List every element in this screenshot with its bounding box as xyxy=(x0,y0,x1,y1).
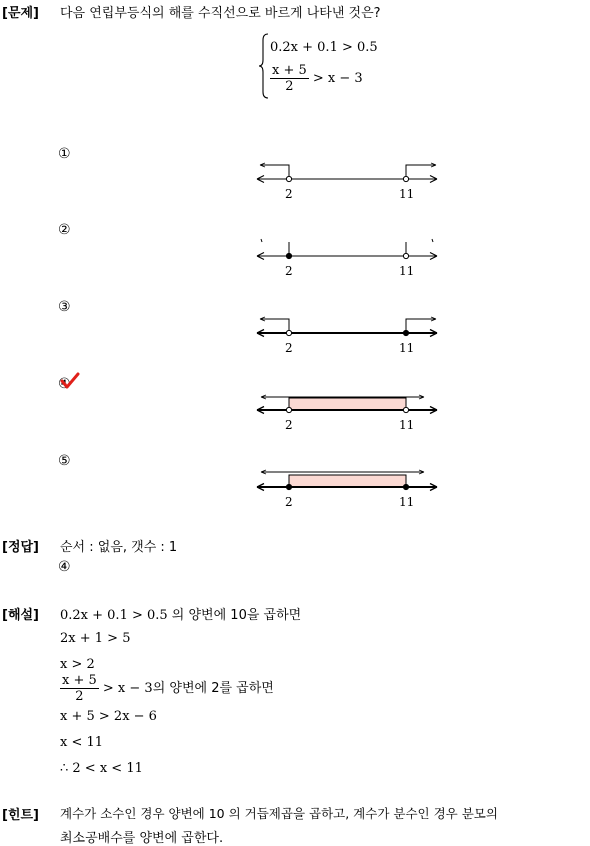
tick-label-right: 11 xyxy=(399,495,415,509)
brace-icon xyxy=(258,32,270,100)
option-5-marker[interactable]: ⑤ xyxy=(58,453,71,469)
number-line-4 xyxy=(252,389,444,435)
tick-label-left: 2 xyxy=(285,341,293,355)
number-line-5 xyxy=(252,466,444,512)
tick-label-right: 11 xyxy=(399,264,415,278)
tick-label-left: 2 xyxy=(285,495,293,509)
solution-line-5: x + 5 > 2x − 6 xyxy=(60,709,157,724)
solution-line-2: 2x + 1 > 5 xyxy=(60,631,131,646)
solution-line-4-text: 의 양변에 2를 곱하면 xyxy=(152,681,274,696)
answer-line-1: 순서 : 없음, 갯수 : 1 xyxy=(60,540,178,555)
problem-label: [문제] xyxy=(2,6,39,21)
check-mark-icon xyxy=(60,372,80,390)
tick-label-left: 2 xyxy=(285,187,293,201)
option-1-marker[interactable]: ① xyxy=(58,146,71,162)
tick-label-left: 2 xyxy=(285,264,293,278)
solution-line-4-rest: > x − 3 xyxy=(102,681,153,696)
inequality-2-rest: > x − 3 xyxy=(312,71,363,86)
answer-label: [정답] xyxy=(2,540,39,555)
inequality-2-denominator: 2 xyxy=(285,79,294,94)
answer-choice: ④ xyxy=(58,559,71,575)
number-line-3 xyxy=(252,312,444,358)
solution-line-3: x > 2 xyxy=(60,657,95,672)
hint-line-1: 계수가 소수인 경우 양변에 10 의 거듭제곱을 곱하고, 계수가 분수인 경우 분모의 xyxy=(60,806,498,821)
solution-line-1-math: 0.2x + 0.1 > 0.5 xyxy=(60,608,168,623)
solution-line-1-text: 의 양변에 10을 곱하면 xyxy=(167,608,302,623)
solution-line-4-numerator: x + 5 xyxy=(62,673,97,688)
tick-label-right: 11 xyxy=(399,341,415,355)
problem-text: 다음 연립부등식의 해를 수직선으로 바르게 나타낸 것은? xyxy=(60,6,381,21)
tick-label-right: 11 xyxy=(399,187,415,201)
hint-label: [힌트] xyxy=(2,808,39,823)
solution-line-7: ∴ 2 < x < 11 xyxy=(60,761,143,776)
number-line-1 xyxy=(252,158,444,204)
inequality-2 xyxy=(270,63,363,94)
inequality-2-numerator: x + 5 xyxy=(272,63,307,78)
solution-line-6: x < 11 xyxy=(60,735,104,750)
solution-line-4 xyxy=(60,673,274,704)
tick-label-right: 11 xyxy=(399,418,415,432)
option-2-marker[interactable]: ② xyxy=(58,222,71,238)
hint-line-2: 최소공배수를 양변에 곱한다. xyxy=(60,831,224,846)
number-line-2 xyxy=(252,235,444,281)
inequality-1: 0.2x + 0.1 > 0.5 xyxy=(270,40,378,55)
solution-line-4-denominator: 2 xyxy=(75,689,84,704)
tick-label-left: 2 xyxy=(285,418,293,432)
solution-label: [해설] xyxy=(2,608,39,623)
option-3-marker[interactable]: ③ xyxy=(58,299,71,315)
solution-line-1 xyxy=(60,604,301,623)
option-4-marker[interactable]: ④ xyxy=(58,376,71,392)
